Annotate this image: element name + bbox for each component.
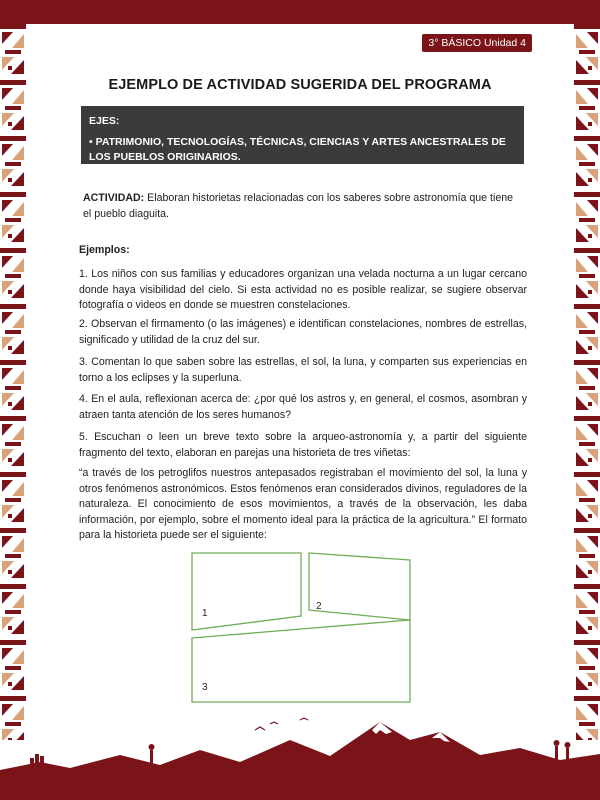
ejemplos-heading: Ejemplos: [79,244,130,256]
comic-panel-3-label: 3 [202,682,208,693]
comic-panel-1 [192,553,301,630]
unit-badge: 3° BÁSICO Unidad 4 [422,34,532,52]
comic-panel-3 [192,620,410,702]
actividad-paragraph [83,191,513,222]
ejes-box [81,106,524,164]
comic-panel-1-label: 1 [202,608,208,619]
comic-panel-2-label: 2 [316,601,322,612]
quote-paragraph: “a través de los petroglifos nuestros antepasados registraban el movimiento del sol, la luna y otros fenómenos astronómicos. Estos fenómenos eran considerados divinos, reguladores de la naturaleza. El conocimiento de esos movimientos, a través de la observación, les daba información, por ejemplo, sobre el momento ideal para la práctica de la agricultura.” El formato para la historieta puede ser el siguiente: [79,467,527,541]
right-decorative-border [574,24,600,740]
landscape-silhouette [0,710,600,800]
example-item-3: 3. Comentan lo que saben sobre las estrellas, el sol, la luna, y comparten sus experiencias en torno a los eclipses y la superluna. [79,356,527,384]
example-item-1: 1. Los niños con sus familias y educadores organizan una velada nocturna a un lugar cercano donde haya visibilidad del cielo. Si esta actividad no es posible realizar, se sugiere observar fotografía o videos en donde se muestren constelaciones. [79,268,527,311]
example-item-5: 5. Escuchan o leen un breve texto sobre la arqueo-astronomía y, a partir del siguiente fragmento del texto, elaboran en parejas una historieta de tres viñetas: [79,431,527,459]
example-item-2: 2. Observan el firmamento (o las imágenes) e identifican constelaciones, nombres de estrellas, significado y utilidad de la cruz del sur. [79,318,527,346]
ejes-item: • PATRIMONIO, TECNOLOGÍAS, TÉCNICAS, CIENCIAS Y ARTES ANCESTRALES DE LOS PUEBLOS ORIGINARIOS. [89,136,506,163]
page-title: EJEMPLO DE ACTIVIDAD SUGERIDA DEL PROGRAMA [108,77,492,93]
actividad-text: Elaboran historietas relacionadas con los saberes sobre astronomía que tiene el pueblo diaguita. [83,192,513,220]
actividad-label: ACTIVIDAD: [83,192,145,204]
ejes-heading: EJES: [89,115,120,127]
top-banner [0,0,600,24]
comic-panels-template [191,552,413,704]
example-item-4: 4. En el aula, reflexionan acerca de: ¿por qué los astros y, en general, el cosmos, asombran y atraen tanta atención de los seres humanos? [79,393,527,421]
left-decorative-border [0,24,26,740]
comic-panel-2 [309,553,410,620]
